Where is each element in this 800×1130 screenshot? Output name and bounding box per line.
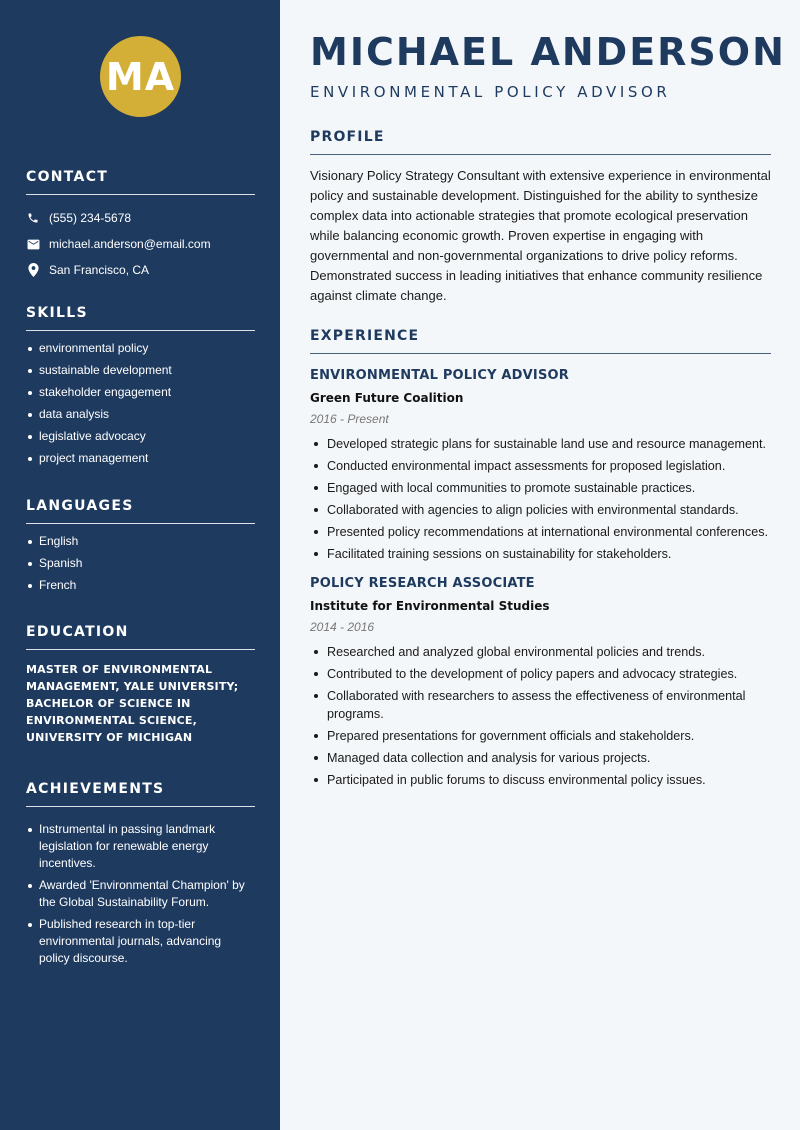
sidebar [0,0,280,1130]
skill-item: legislative advocacy [26,428,255,445]
languages-list [26,533,255,594]
job-bullet: Collaborated with researchers to assess the effectiveness of environmental programs. [310,687,771,723]
contact-email [26,231,255,257]
job-title: POLICY RESEARCH ASSOCIATE [310,576,535,591]
skills-heading: SKILLS [26,305,88,321]
achievements-heading: ACHIEVEMENTS [26,781,165,797]
job-bullet: Prepared presentations for government officials and stakeholders. [310,727,771,745]
job-bullets [310,435,771,563]
contact-heading: CONTACT [26,169,109,185]
job-entry [310,575,771,789]
job-bullet: Collaborated with agencies to align policies with environmental standards. [310,501,771,519]
education-text: MASTER OF ENVIRONMENTAL MANAGEMENT, YALE UNIVERSITY; BACHELOR OF SCIENCE IN ENVIRONMENTAL SCIENCE, UNIVERSITY OF MICHIGAN [26,663,239,744]
education-section [26,623,255,746]
profile-text: Visionary Policy Strategy Consultant with extensive experience in environmental policy and sustainable development. Distinguished for the ability to synthesize complex data into actionable strategies that promote ecological preservation while balancing economic growth. Proven expertise in engaging with governmental and non-governmental organizations to drive policy reforms. Demonstrated success in leading initiatives that enhance community resilience against climate change. [310,168,771,303]
contact-location [26,257,255,283]
languages-heading: LANGUAGES [26,498,134,514]
profile-heading: PROFILE [310,129,385,145]
job-bullet: Conducted environmental impact assessments for proposed legislation. [310,457,771,475]
job-bullet: Engaged with local communities to promote sustainable practices. [310,479,771,497]
languages-divider [26,523,255,524]
job-title: ENVIRONMENTAL POLICY ADVISOR [310,368,569,383]
candidate-name: MICHAEL ANDERSON [310,30,786,74]
job-entry [310,367,771,563]
phone-text: (555) 234-5678 [49,211,132,225]
job-bullet: Managed data collection and analysis for various projects. [310,749,771,767]
language-item: French [26,577,255,594]
languages-section [26,497,255,599]
job-bullet: Researched and analyzed global environmental policies and trends. [310,643,771,661]
contact-section [26,168,255,283]
job-bullet: Presented policy recommendations at international environmental conferences. [310,523,771,541]
phone-icon [26,211,40,225]
experience-divider [310,353,771,354]
job-bullet: Facilitated training sessions on sustainability for stakeholders. [310,545,771,563]
email-icon [26,237,40,251]
skill-item: environmental policy [26,340,255,357]
job-bullet: Contributed to the development of policy papers and advocacy strategies. [310,665,771,683]
achievements-list [26,821,255,967]
job-bullets [310,643,771,789]
experience-heading: EXPERIENCE [310,328,420,344]
location-text: San Francisco, CA [49,263,150,277]
skills-section [26,304,255,472]
job-bullet: Developed strategic plans for sustainable land use and resource management. [310,435,771,453]
skill-item: data analysis [26,406,255,423]
achievement-item: Instrumental in passing landmark legislation for renewable energy incentives. [26,821,255,872]
candidate-role: ENVIRONMENTAL POLICY ADVISOR [310,83,671,101]
experience-section [310,327,771,793]
achievement-item: Published research in top-tier environmental journals, advancing policy discourse. [26,916,255,967]
job-dates: 2014 - 2016 [310,620,375,634]
education-divider [26,649,255,650]
contact-divider [26,194,255,195]
achievements-section [26,780,255,972]
job-dates: 2016 - Present [310,412,389,426]
job-organization: Green Future Coalition [310,391,464,405]
contact-phone [26,205,255,231]
contact-list [26,205,255,283]
skill-item: project management [26,450,255,467]
job-bullet: Participated in public forums to discuss environmental policy issues. [310,771,771,789]
skill-item: sustainable development [26,362,255,379]
skills-divider [26,330,255,331]
language-item: English [26,533,255,550]
profile-divider [310,154,771,155]
achievements-divider [26,806,255,807]
skills-list [26,340,255,467]
job-organization: Institute for Environmental Studies [310,599,550,613]
email-text: michael.anderson@email.com [49,237,211,251]
profile-section [310,128,771,306]
skill-item: stakeholder engagement [26,384,255,401]
education-heading: EDUCATION [26,624,129,640]
avatar: MA [100,36,181,117]
achievement-item: Awarded 'Environmental Champion' by the Global Sustainability Forum. [26,877,255,911]
location-pin-icon [26,263,40,277]
language-item: Spanish [26,555,255,572]
